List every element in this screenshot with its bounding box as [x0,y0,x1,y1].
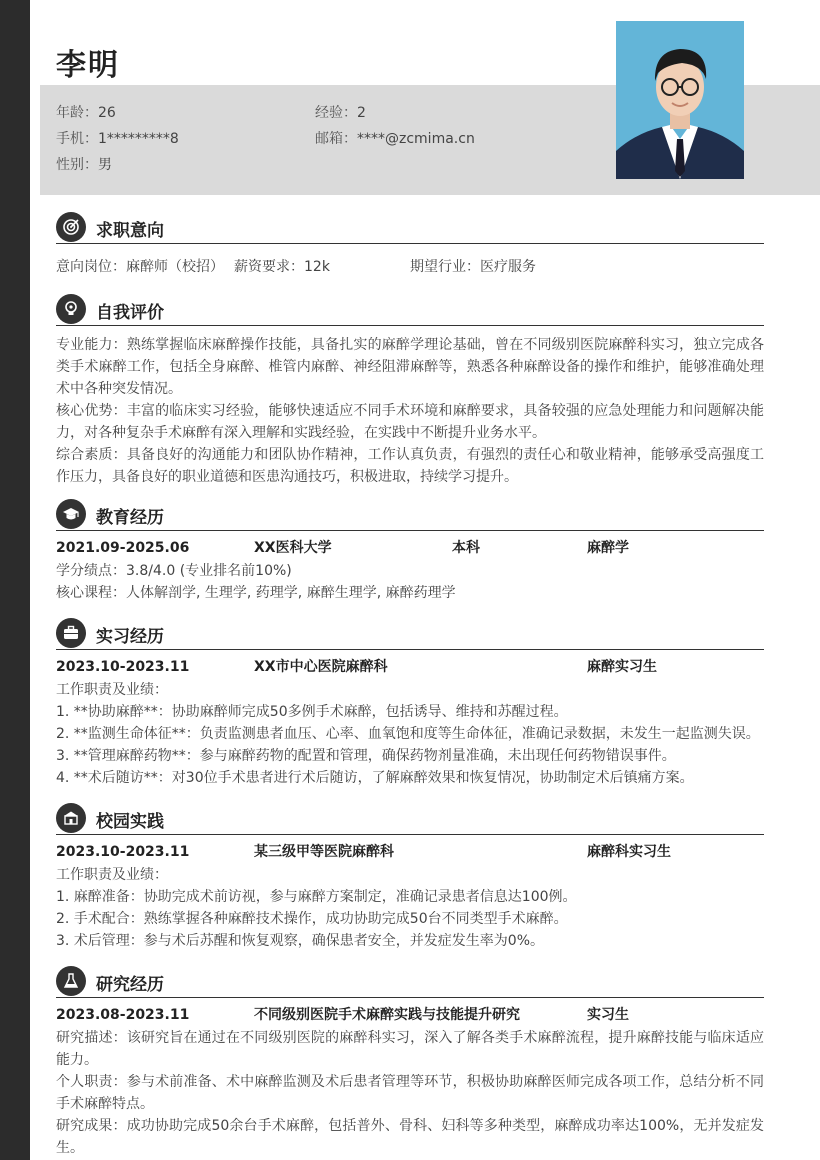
experience-field [315,102,366,122]
section-title: 研究经历 [96,975,164,995]
campus-detail: 3. 术后管理：参与术后苏醒和恢复观察，确保患者安全，并发症发生率为0%。 [56,933,545,949]
internship-period: 2023.10-2023.11 [56,659,190,675]
education-major: 麻醉学 [587,540,629,556]
education-period: 2021.09-2025.06 [56,540,190,556]
campus-role: 麻醉科实习生 [587,844,671,860]
intent-position: 意向岗位：麻醉师（校招） [56,259,224,275]
campus-row [56,840,764,864]
campus-detail: 工作职责及业绩： [56,867,168,883]
lightbulb-icon [56,294,86,324]
briefcase-icon [56,618,86,648]
research-topic: 不同级别医院手术麻醉实践与技能提升研究 [254,1007,520,1023]
section-title: 校园实践 [96,812,164,832]
email-label: 邮箱： [315,131,357,147]
internship-detail: 工作职责及业绩： [56,682,168,698]
research-period: 2023.08-2023.11 [56,1007,190,1023]
campus-period: 2023.10-2023.11 [56,844,190,860]
internship-org: XX市中心医院麻醉科 [254,659,388,675]
candidate-name: 李明 [56,48,120,83]
internship-detail: 4. **术后随访**：对30位手术患者进行术后随访，了解麻醉效果和恢复情况，协助制定术后镇痛方案。 [56,770,694,786]
phone-value: 1*********8 [98,131,179,147]
section-header [56,294,764,326]
gender-label: 性别： [56,157,98,173]
self-eval-paragraph: 专业能力：熟练掌握临床麻醉操作技能，具备扎实的麻醉学理论基础，曾在不同级别医院麻醉科实习，独立完成各类手术麻醉工作，包括全身麻醉、椎管内麻醉、神经阻滞麻醉等，熟悉各种麻醉设备的操作和维护，能够准确处理术中各种突发情况。 [56,337,764,397]
internship-detail: 2. **监测生命体征**：负责监测患者血压、心率、血氧饱和度等生命体征，准确记录数据，未发生一起监测失误。 [56,726,760,742]
flask-icon [56,966,86,996]
section-header [56,803,764,835]
campus-practice-section [56,803,764,952]
age-field [56,102,116,122]
education-row [56,536,764,560]
campus-detail: 1. 麻醉准备：协助完成术前访视，参与麻醉方案制定，准确记录患者信息达100例。 [56,889,577,905]
research-paragraph: 研究成果：成功协助完成50余台手术麻醉，包括普外、骨科、妇科等多种类型，麻醉成功率达100%，无并发症发生。 [56,1118,764,1156]
target-icon [56,212,86,242]
section-title: 求职意向 [96,221,164,241]
research-paragraph: 研究描述：该研究旨在通过在不同级别医院的麻醉科实习，深入了解各类手术麻醉流程，提升麻醉技能与临床适应能力。 [56,1030,764,1068]
intent-row [56,256,764,280]
self-eval-paragraph: 核心优势：丰富的临床实习经验，能够快速适应不同手术环境和麻醉要求，具备较强的应急处理能力和问题解决能力，对各种复杂手术麻醉有深入理解和实践经验，在实践中不断提升业务水平。 [56,403,764,441]
email-field [315,128,475,148]
section-header [56,618,764,650]
research-role: 实习生 [587,1007,629,1023]
research-row [56,1003,764,1027]
internship-detail: 1. **协助麻醉**：协助麻醉师完成50多例手术麻醉，包括诱导、维持和苏醒过程。 [56,704,568,720]
research-paragraph: 个人职责：参与术前准备、术中麻醉监测及术后患者管理等环节，积极协助麻醉医师完成各项工作，总结分析不同手术麻醉特点。 [56,1074,764,1112]
experience-label: 经验： [315,105,357,121]
section-title: 教育经历 [96,508,164,528]
campus-org: 某三级甲等医院麻醉科 [254,844,394,860]
section-title: 自我评价 [96,303,164,323]
research-section [56,966,764,1159]
internship-role: 麻醉实习生 [587,659,657,675]
experience-value: 2 [357,105,366,121]
age-value: 26 [98,105,116,121]
section-header [56,499,764,531]
self-eval-paragraph: 综合素质：具备良好的沟通能力和团队协作精神，工作认真负责，有强烈的责任心和敬业精神，能够承受高强度工作压力，具备良好的职业道德和医患沟通技巧，积极进取，持续学习提升。 [56,447,764,485]
phone-field [56,128,179,148]
job-intent-section [56,212,764,280]
left-sidebar-stripe [0,0,30,1160]
email-value: ****@zcmima.cn [357,131,475,147]
graduation-cap-icon [56,499,86,529]
intent-industry: 期望行业：医疗服务 [410,259,536,275]
gender-field [56,154,112,174]
self-evaluation-body [56,334,764,488]
profile-photo [616,21,744,179]
internship-section [56,618,764,789]
education-detail: 核心课程：人体解剖学, 生理学, 药理学, 麻醉生理学, 麻醉药理学 [56,585,456,601]
phone-label: 手机： [56,131,98,147]
intent-salary: 薪资要求：12k [234,259,330,275]
internship-row [56,655,764,679]
section-header [56,212,764,244]
education-detail: 学分绩点：3.8/4.0 (专业排名前10%) [56,563,292,579]
portrait-illustration [616,21,744,179]
section-header [56,966,764,998]
education-school: XX医科大学 [254,540,332,556]
internship-detail: 3. **管理麻醉药物**：参与麻醉药物的配置和管理，确保药物剂量准确，未出现任何药物错误事件。 [56,748,676,764]
gender-value: 男 [98,157,112,173]
age-label: 年龄： [56,105,98,121]
section-title: 实习经历 [96,627,164,647]
education-section [56,499,764,604]
self-evaluation-section [56,294,764,488]
campus-detail: 2. 手术配合：熟练掌握各种麻醉技术操作，成功协助完成50台不同类型手术麻醉。 [56,911,568,927]
education-degree: 本科 [452,540,480,556]
building-icon [56,803,86,833]
